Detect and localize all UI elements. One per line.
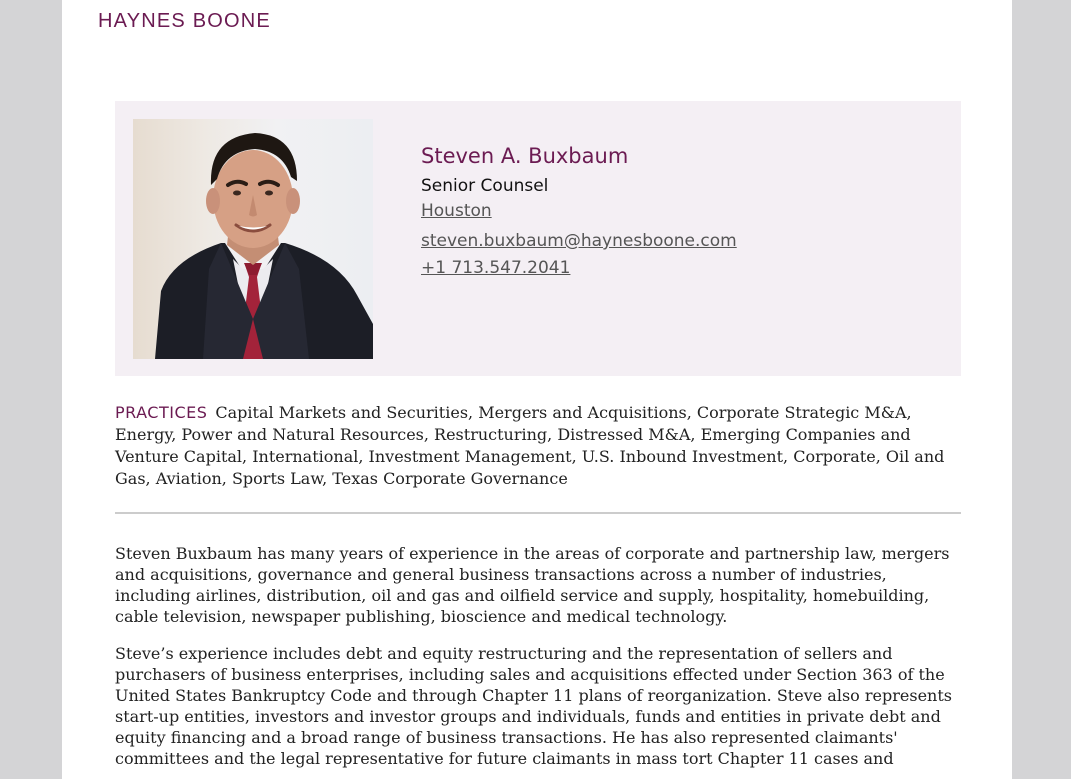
practices-list: Capital Markets and Securities, Mergers and Acquisitions, Corporate Strategic M&A, Energy, Power and Natural Resources, Restructuring, Distressed M&A, Emerging Companies and Venture Capital, International, Investment Management, U.S. Inbound Investment, Corporate, Oil and Gas, Aviation, Sports Law, Texas Corporate Governance (115, 403, 945, 488)
portrait-illustration (133, 119, 373, 359)
email-link[interactable]: steven.buxbaum@haynesboone.com (421, 231, 737, 251)
profile-photo (133, 119, 373, 359)
haynes-boone-logo[interactable]: HAYNES BOONE (98, 10, 271, 32)
bio-paragraph: Steven Buxbaum has many years of experience in the areas of corporate and partnership law, mergers and acquisitions, governance and general business transactions across a number of industries, including airlines, distribution, oil and gas and oilfield service and supply, hospitality, homebuilding, cable television, newspaper publishing, bioscience and medical technology. (115, 544, 950, 626)
practices-section (115, 402, 965, 490)
page (62, 0, 1012, 779)
biography (115, 543, 965, 779)
bio-paragraph: Steve’s experience includes debt and equity restructuring and the representation of sellers and purchasers of business enterprises, including sales and acquisitions effected under Section 363 of the United States Bankruptcy Code and through Chapter 11 plans of reorganization. Steve also represents start-up entities, investors and investor groups and individuals, funds and entities in private debt and equity financing and a broad range of business transactions. He has also represented claimants' committees and the legal representative for future claimants in mass tort Chapter 11 cases and (115, 644, 952, 768)
section-divider (115, 512, 961, 514)
phone-link[interactable]: +1 713.547.2041 (421, 258, 571, 278)
office-link[interactable]: Houston (421, 201, 492, 221)
attorney-title: Senior Counsel (421, 176, 549, 196)
practices-label: PRACTICES (115, 403, 208, 422)
attorney-name: Steven A. Buxbaum (421, 144, 629, 168)
profile-info (421, 141, 737, 280)
profile-card (115, 101, 961, 376)
